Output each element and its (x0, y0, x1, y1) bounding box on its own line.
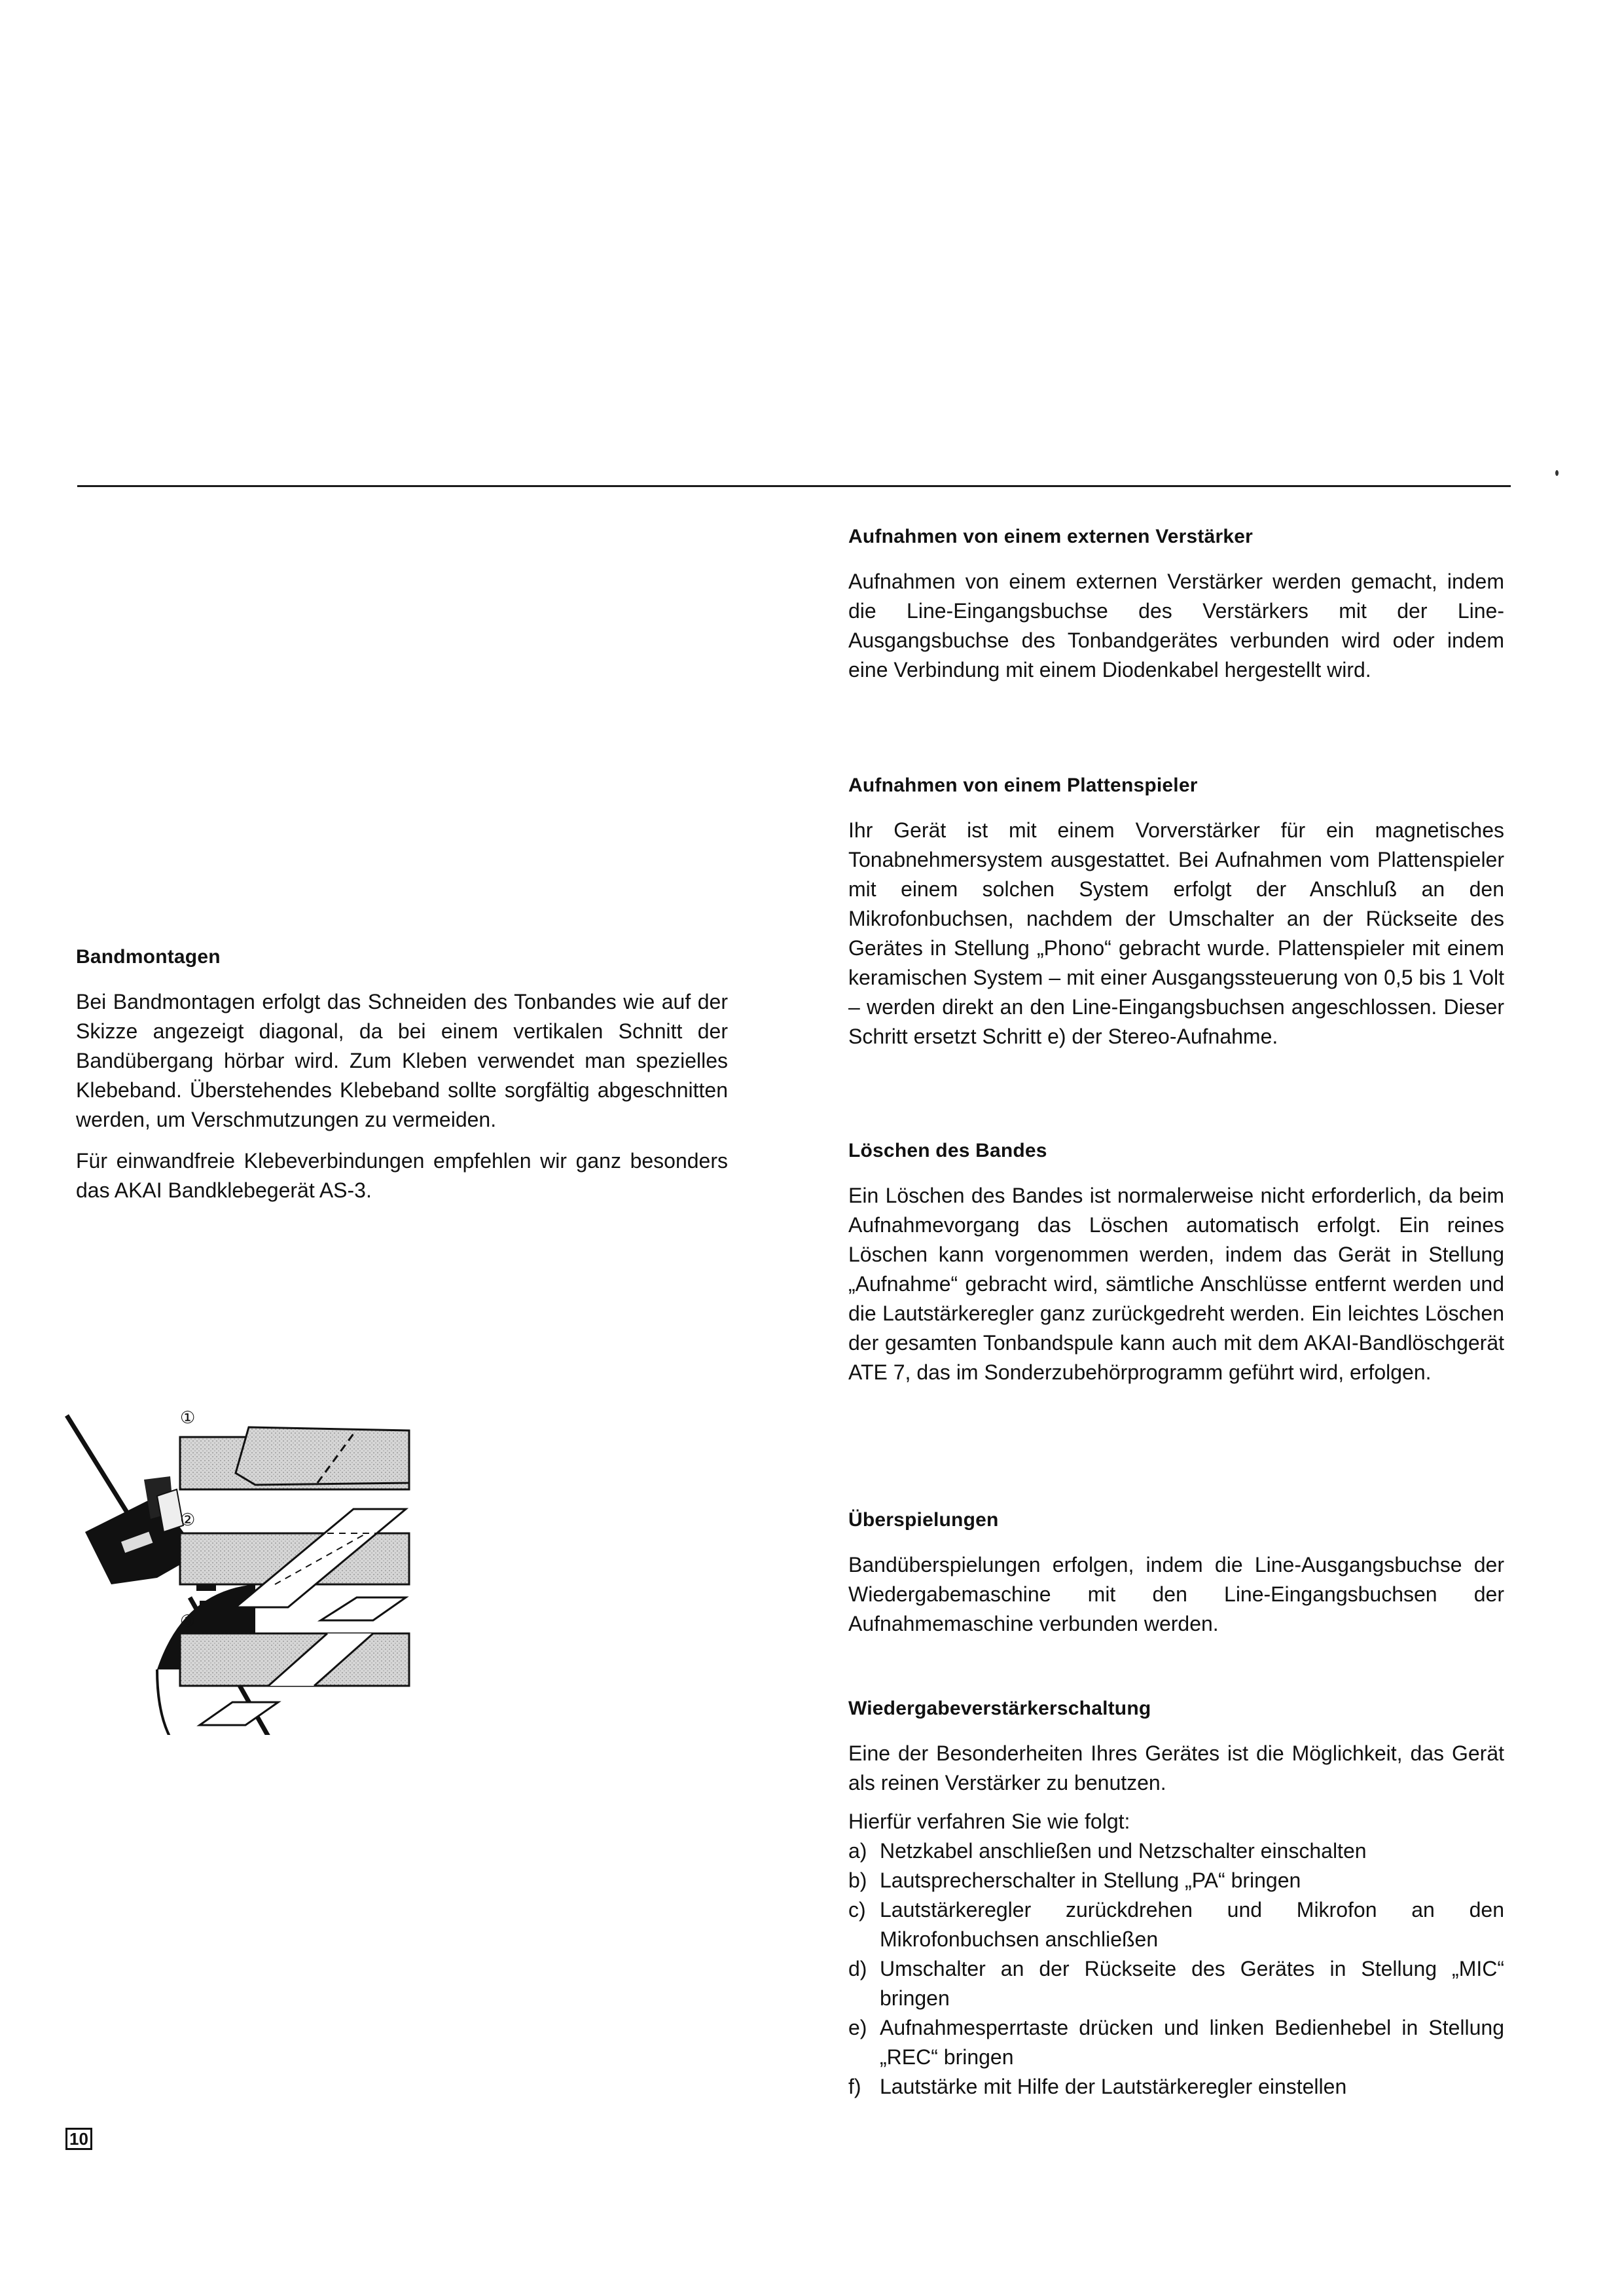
section-paragraph: Ihr Gerät ist mit einem Vorverstärker für ein magnetisches Tonabnehmersystem ausgestattet. Bei Aufnahmen vom Plattenspieler mit einem solchen System erfolgt der Anschluß an den Mikrofonbuchsen, nachdem der Umschalter an der Rückseite des Gerätes in Stellung „Phono“ gebracht wurde. Plattenspieler mit einem keramischen System – mit einer Ausgangssteuerung von 0,5 bis 1 Volt – werden direkt an den Line-Eingangsbuchsen angeschlossen. Dieser Schritt ersetzt Schritt e) der Stereo-Aufnahme. (848, 818, 1504, 1048)
step-label-3: ③ (180, 1612, 196, 1631)
section-record-player (848, 773, 1504, 1051)
section-heading: Aufnahmen von einem Plattenspieler (848, 774, 1198, 796)
section-heading: Löschen des Bandes (848, 1140, 1047, 1161)
step-item (848, 2013, 1504, 2072)
step-marker: c) (848, 1898, 866, 1922)
step-marker: f) (848, 2075, 861, 2098)
step-text: Lautsprecherschalter in Stellung „PA“ bringen (880, 1868, 1301, 1892)
step-marker: b) (848, 1868, 867, 1892)
section-erasing-tape (848, 1138, 1504, 1387)
step-text: Lautstärkeregler zurückdrehen und Mikrofon an den Mikrofonbuchsen anschließen (880, 1898, 1504, 1951)
top-rule (77, 485, 1511, 487)
splicing-figure (59, 1381, 746, 1735)
section-heading: Wiedergabeverstärkerschaltung (848, 1698, 1151, 1719)
step-marker: a) (848, 1839, 867, 1863)
section-paragraph: Hierfür verfahren Sie wie folgt: (848, 1810, 1130, 1833)
step-list (848, 1836, 1504, 2102)
section-heading: Überspielungen (848, 1509, 999, 1531)
section-dubbing (848, 1507, 1504, 1639)
page-number: 10 (65, 2128, 92, 2150)
section-paragraph: Für einwandfreie Klebeverbindungen empfehlen wir ganz besonders das AKAI Bandklebegerät AS-3. (76, 1149, 728, 1202)
step-marker: d) (848, 1957, 867, 1980)
step-text: Netzkabel anschließen und Netzschalter einschalten (880, 1839, 1367, 1863)
section-paragraph: Eine der Besonderheiten Ihres Gerätes ist die Möglichkeit, das Gerät als reinen Verstärker zu benutzen. (848, 1741, 1504, 1795)
step-item (848, 1836, 1504, 1866)
section-heading: Aufnahmen von einem externen Verstärker (848, 526, 1254, 547)
step-text: Lautstärke mit Hilfe der Lautstärkeregler einstellen (880, 2075, 1347, 2098)
tape-step-3 (180, 1633, 409, 1725)
section-paragraph: Bei Bandmontagen erfolgt das Schneiden des Tonbandes wie auf der Skizze angezeigt diagonal, da bei einem vertikalen Schnitt der Bandübergang hörbar wird. Zum Kleben verwendet man spezielles Klebeband. Überstehendes Klebeband sollte sorgfältig abgeschnitten werden, um Verschmutzungen zu vermeiden. (76, 990, 728, 1131)
step-text: Umschalter an der Rückseite des Gerätes in Stellung „MIC“ bringen (880, 1957, 1504, 2010)
section-paragraph: Aufnahmen von einem externen Verstärker werden gemacht, indem die Line-Eingangsbuchse des Verstärkers mit der Line-Ausgangsbuchse des Tonbandgerätes verbunden wird oder indem eine Verbindung mit einem Diodenkabel hergestellt wird. (848, 570, 1504, 682)
section-external-amplifier (848, 524, 1504, 685)
step-item (848, 2072, 1504, 2102)
reel-edge (157, 1669, 177, 1735)
section-playback-amplifier (848, 1696, 1504, 2102)
section-paragraph: Bandüberspielungen erfolgen, indem die Line-Ausgangsbuchse der Wiedergabemaschine mit den Line-Eingangsbuchsen der Aufnahmemaschine verbunden werden. (848, 1553, 1504, 1635)
step-label-2: ② (180, 1510, 196, 1530)
section-paragraph: Ein Löschen des Bandes ist normalerweise nicht erforderlich, da beim Aufnahmevorgang das Löschen automatisch erfolgt. Ein reines Löschen kann vorgenommen werden, indem das Gerät in Stellung „Aufnahme“ gebracht wird, sämtliche Anschlüsse entfernt werden und die Lautstärkeregler ganz zurückgedreht werden. Ein leichtes Löschen der gesamten Tonbandspule kann auch mit dem AKAI-Bandlöschgerät ATE 7, das im Sonderzubehörprogramm geführt wird, erfolgen. (848, 1184, 1504, 1384)
section-heading: Bandmontagen (76, 946, 221, 968)
step-text: Aufnahmesperrtaste drücken und linken Bedienhebel in Stellung „REC“ bringen (880, 2016, 1504, 2069)
step-item (848, 1954, 1504, 2013)
step-marker: e) (848, 2016, 867, 2039)
step-label-1: ① (180, 1408, 196, 1428)
step-item (848, 1895, 1504, 1954)
splicing-illustration (59, 1381, 746, 1735)
tape-step-1 (180, 1427, 409, 1489)
step-item (848, 1866, 1504, 1895)
scan-speck (1555, 470, 1559, 476)
section-tape-splicing (76, 944, 728, 1205)
